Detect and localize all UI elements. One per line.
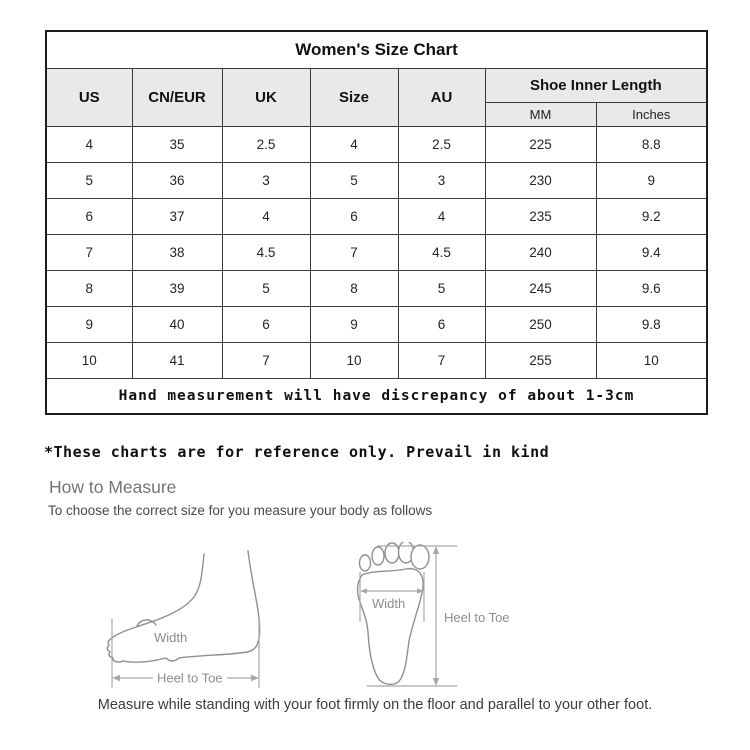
table-cell: 6 bbox=[46, 198, 132, 234]
foot-top-toe bbox=[372, 547, 384, 565]
table-cell: 225 bbox=[485, 126, 596, 162]
col-header-uk: UK bbox=[222, 68, 310, 126]
table-cell: 10 bbox=[596, 342, 707, 378]
table-cell: 8.8 bbox=[596, 126, 707, 162]
table-cell: 9 bbox=[46, 306, 132, 342]
table-cell: 7 bbox=[222, 342, 310, 378]
size-table-body bbox=[46, 126, 707, 378]
how-to-measure-subtitle: To choose the correct size for you measure your body as follows bbox=[48, 503, 433, 518]
table-cell: 37 bbox=[132, 198, 222, 234]
table-cell: 36 bbox=[132, 162, 222, 198]
table-title: Women's Size Chart bbox=[46, 31, 707, 68]
table-row bbox=[46, 270, 707, 306]
foot-side-outline bbox=[139, 554, 204, 626]
header-row bbox=[46, 68, 707, 102]
table-cell: 230 bbox=[485, 162, 596, 198]
table-cell: 9 bbox=[596, 162, 707, 198]
table-cell: 255 bbox=[485, 342, 596, 378]
table-row bbox=[46, 234, 707, 270]
table-cell: 4 bbox=[46, 126, 132, 162]
table-cell: 9.2 bbox=[596, 198, 707, 234]
table-cell: 7 bbox=[310, 234, 398, 270]
table-footnote: Hand measurement will have discrepancy of about 1-3cm bbox=[46, 378, 707, 414]
table-cell: 38 bbox=[132, 234, 222, 270]
table-row bbox=[46, 198, 707, 234]
table-cell: 40 bbox=[132, 306, 222, 342]
table-cell: 6 bbox=[222, 306, 310, 342]
table-cell: 9.6 bbox=[596, 270, 707, 306]
table-cell: 35 bbox=[132, 126, 222, 162]
side-width-label: Width bbox=[154, 630, 188, 645]
table-cell: 4.5 bbox=[398, 234, 485, 270]
foot-top-sole-outline bbox=[358, 569, 424, 685]
measure-caption: Measure while standing with your foot firmly on the floor and parallel to your other foot. bbox=[97, 697, 653, 713]
table-cell: 4 bbox=[398, 198, 485, 234]
foot-top-toe bbox=[360, 555, 371, 571]
reference-note: *These charts are for reference only. Prevail in kind bbox=[44, 443, 550, 461]
foot-top-toe bbox=[411, 545, 429, 569]
top-width-label: Width bbox=[372, 596, 406, 611]
table-cell: 9 bbox=[310, 306, 398, 342]
foot-side-sole bbox=[123, 642, 258, 662]
table-cell: 245 bbox=[485, 270, 596, 306]
table-cell: 3 bbox=[222, 162, 310, 198]
title-row bbox=[46, 31, 707, 68]
col-header-mm: MM bbox=[485, 102, 596, 126]
table-cell: 5 bbox=[310, 162, 398, 198]
table-cell: 6 bbox=[398, 306, 485, 342]
foot-side-view-diagram bbox=[106, 548, 268, 694]
table-cell: 39 bbox=[132, 270, 222, 306]
table-cell: 4 bbox=[310, 126, 398, 162]
table-cell: 5 bbox=[398, 270, 485, 306]
table-cell: 8 bbox=[310, 270, 398, 306]
col-header-us: US bbox=[46, 68, 132, 126]
table-cell: 8 bbox=[46, 270, 132, 306]
footnote-row bbox=[46, 378, 707, 414]
table-cell: 5 bbox=[222, 270, 310, 306]
table-cell: 7 bbox=[46, 234, 132, 270]
table-row bbox=[46, 162, 707, 198]
table-cell: 2.5 bbox=[398, 126, 485, 162]
col-header-inches: Inches bbox=[596, 102, 707, 126]
table-cell: 10 bbox=[46, 342, 132, 378]
table-row bbox=[46, 342, 707, 378]
table-cell: 9.4 bbox=[596, 234, 707, 270]
table-cell: 5 bbox=[46, 162, 132, 198]
table-cell: 7 bbox=[398, 342, 485, 378]
table-cell: 4 bbox=[222, 198, 310, 234]
table-cell: 250 bbox=[485, 306, 596, 342]
top-heel-to-toe-label: Heel to Toe bbox=[444, 610, 510, 625]
foot-side-heel bbox=[248, 551, 260, 642]
size-chart-table bbox=[45, 30, 708, 415]
col-header-shoe-inner-length: Shoe Inner Length bbox=[485, 68, 707, 102]
table-row bbox=[46, 126, 707, 162]
table-cell: 10 bbox=[310, 342, 398, 378]
col-header-cn-eur: CN/EUR bbox=[132, 68, 222, 126]
table-cell: 2.5 bbox=[222, 126, 310, 162]
foot-top-view-diagram bbox=[352, 542, 530, 694]
col-header-au: AU bbox=[398, 68, 485, 126]
col-header-size: Size bbox=[310, 68, 398, 126]
table-row bbox=[46, 306, 707, 342]
side-heel-to-toe-label: Heel to Toe bbox=[157, 670, 223, 686]
table-cell: 3 bbox=[398, 162, 485, 198]
table-cell: 9.8 bbox=[596, 306, 707, 342]
table-cell: 6 bbox=[310, 198, 398, 234]
table-cell: 240 bbox=[485, 234, 596, 270]
table-cell: 41 bbox=[132, 342, 222, 378]
table-cell: 4.5 bbox=[222, 234, 310, 270]
table-cell: 235 bbox=[485, 198, 596, 234]
how-to-measure-title: How to Measure bbox=[49, 477, 177, 497]
